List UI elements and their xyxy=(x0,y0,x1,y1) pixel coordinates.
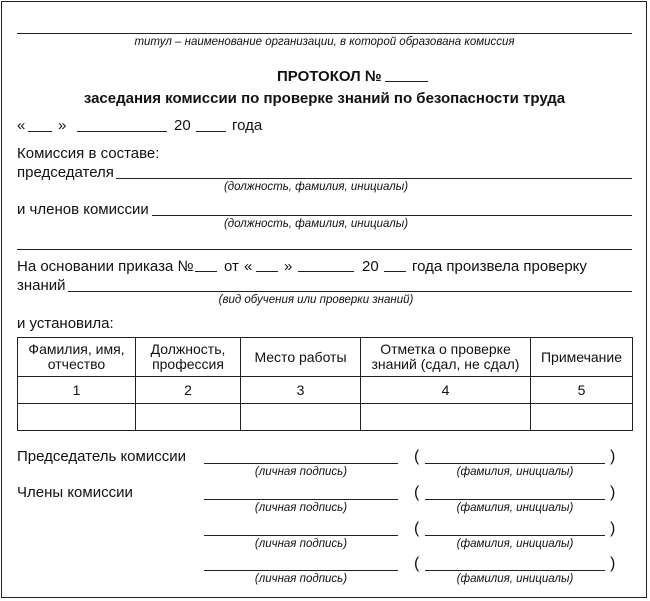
signature-field[interactable] xyxy=(204,570,398,571)
table-number-row xyxy=(18,377,633,404)
protocol-number-field[interactable] xyxy=(385,81,428,82)
established-label: и установила: xyxy=(17,315,114,332)
order-month-field[interactable] xyxy=(298,271,354,272)
knowledge-caption: (вид обучения или проверки знаний) xyxy=(218,294,414,306)
name-caption: (фамилия, инициалы) xyxy=(456,573,574,585)
col-number: 3 xyxy=(241,377,361,404)
signature-field[interactable] xyxy=(204,499,398,500)
signature-chair-label: Председатель комиссии xyxy=(17,448,186,465)
signature-field[interactable] xyxy=(204,535,398,536)
signature-field[interactable] xyxy=(204,463,398,464)
table-header-row xyxy=(18,338,633,377)
org-name-line[interactable] xyxy=(17,33,632,34)
name-field[interactable] xyxy=(425,535,605,536)
protocol-subtitle: заседания комиссии по проверке знаний по безопасности труда xyxy=(83,90,566,107)
chair-field[interactable] xyxy=(116,178,632,179)
org-caption: титул – наименование организации, в которой образована комиссия xyxy=(134,36,515,48)
open-paren: ( xyxy=(414,520,420,537)
order-century: 20 xyxy=(362,258,379,275)
order-text-b: от xyxy=(224,258,239,275)
order-number-field[interactable] xyxy=(195,271,217,272)
order-year-field[interactable] xyxy=(384,271,406,272)
composition-heading: Комиссия в составе: xyxy=(17,145,160,162)
name-caption: (фамилия, инициалы) xyxy=(456,502,574,514)
col-number: 2 xyxy=(136,377,241,404)
members-caption: (должность, фамилия, инициалы) xyxy=(223,218,409,230)
date-month-field[interactable] xyxy=(77,131,167,132)
close-paren: ) xyxy=(610,520,616,537)
knowledge-field[interactable] xyxy=(68,291,632,292)
col-number: 1 xyxy=(18,377,136,404)
signature-caption: (личная подпись) xyxy=(254,502,348,514)
signature-caption: (личная подпись) xyxy=(254,538,348,550)
table-row[interactable] xyxy=(18,404,633,431)
name-caption: (фамилия, инициалы) xyxy=(456,538,574,550)
protocol-title: ПРОТОКОЛ № xyxy=(277,68,382,85)
close-paren: ) xyxy=(610,484,616,501)
name-field[interactable] xyxy=(425,463,605,464)
close-paren: ) xyxy=(610,448,616,465)
header-check-mark: Отметка о проверке знаний (сдал, не сдал) xyxy=(361,338,531,377)
header-workplace: Место работы xyxy=(241,338,361,377)
members-field[interactable] xyxy=(152,215,632,216)
signature-members-label: Члены комиссии xyxy=(17,484,133,501)
date-year-field[interactable] xyxy=(196,131,226,132)
order-close-quote: » xyxy=(284,258,293,275)
date-century: 20 xyxy=(174,117,191,134)
order-day-field[interactable] xyxy=(256,271,278,272)
header-fullname: Фамилия, имя, отчество xyxy=(18,338,136,377)
table-cell[interactable] xyxy=(18,404,136,431)
knowledge-label: знаний xyxy=(17,277,66,294)
open-paren: ( xyxy=(414,484,420,501)
name-field[interactable] xyxy=(425,570,605,571)
chair-caption: (должность, фамилия, инициалы) xyxy=(223,181,409,193)
members-extra-field[interactable] xyxy=(17,249,632,250)
header-note: Примечание xyxy=(531,338,633,377)
members-label: и членов комиссии xyxy=(17,201,149,218)
chair-label: председателя xyxy=(17,164,114,181)
header-position: Должность, профессия xyxy=(136,338,241,377)
table-cell[interactable] xyxy=(241,404,361,431)
signature-caption: (личная подпись) xyxy=(254,573,348,585)
table-cell[interactable] xyxy=(531,404,633,431)
order-text-c: года произвела проверку xyxy=(412,258,587,275)
open-paren: ( xyxy=(414,555,420,572)
table-cell[interactable] xyxy=(361,404,531,431)
close-paren: ) xyxy=(610,555,616,572)
name-caption: (фамилия, инициалы) xyxy=(456,466,574,478)
results-table xyxy=(17,337,633,431)
date-year-word: года xyxy=(232,117,263,134)
open-paren: ( xyxy=(414,448,420,465)
col-number: 4 xyxy=(361,377,531,404)
col-number: 5 xyxy=(531,377,633,404)
date-close-quote: » xyxy=(58,117,67,134)
order-text-a: На основании приказа № xyxy=(17,258,194,275)
date-open-quote: « xyxy=(17,117,26,134)
name-field[interactable] xyxy=(425,499,605,500)
table-cell[interactable] xyxy=(136,404,241,431)
order-open-quote: « xyxy=(244,258,253,275)
date-day-field[interactable] xyxy=(28,131,52,132)
signature-caption: (личная подпись) xyxy=(254,466,348,478)
